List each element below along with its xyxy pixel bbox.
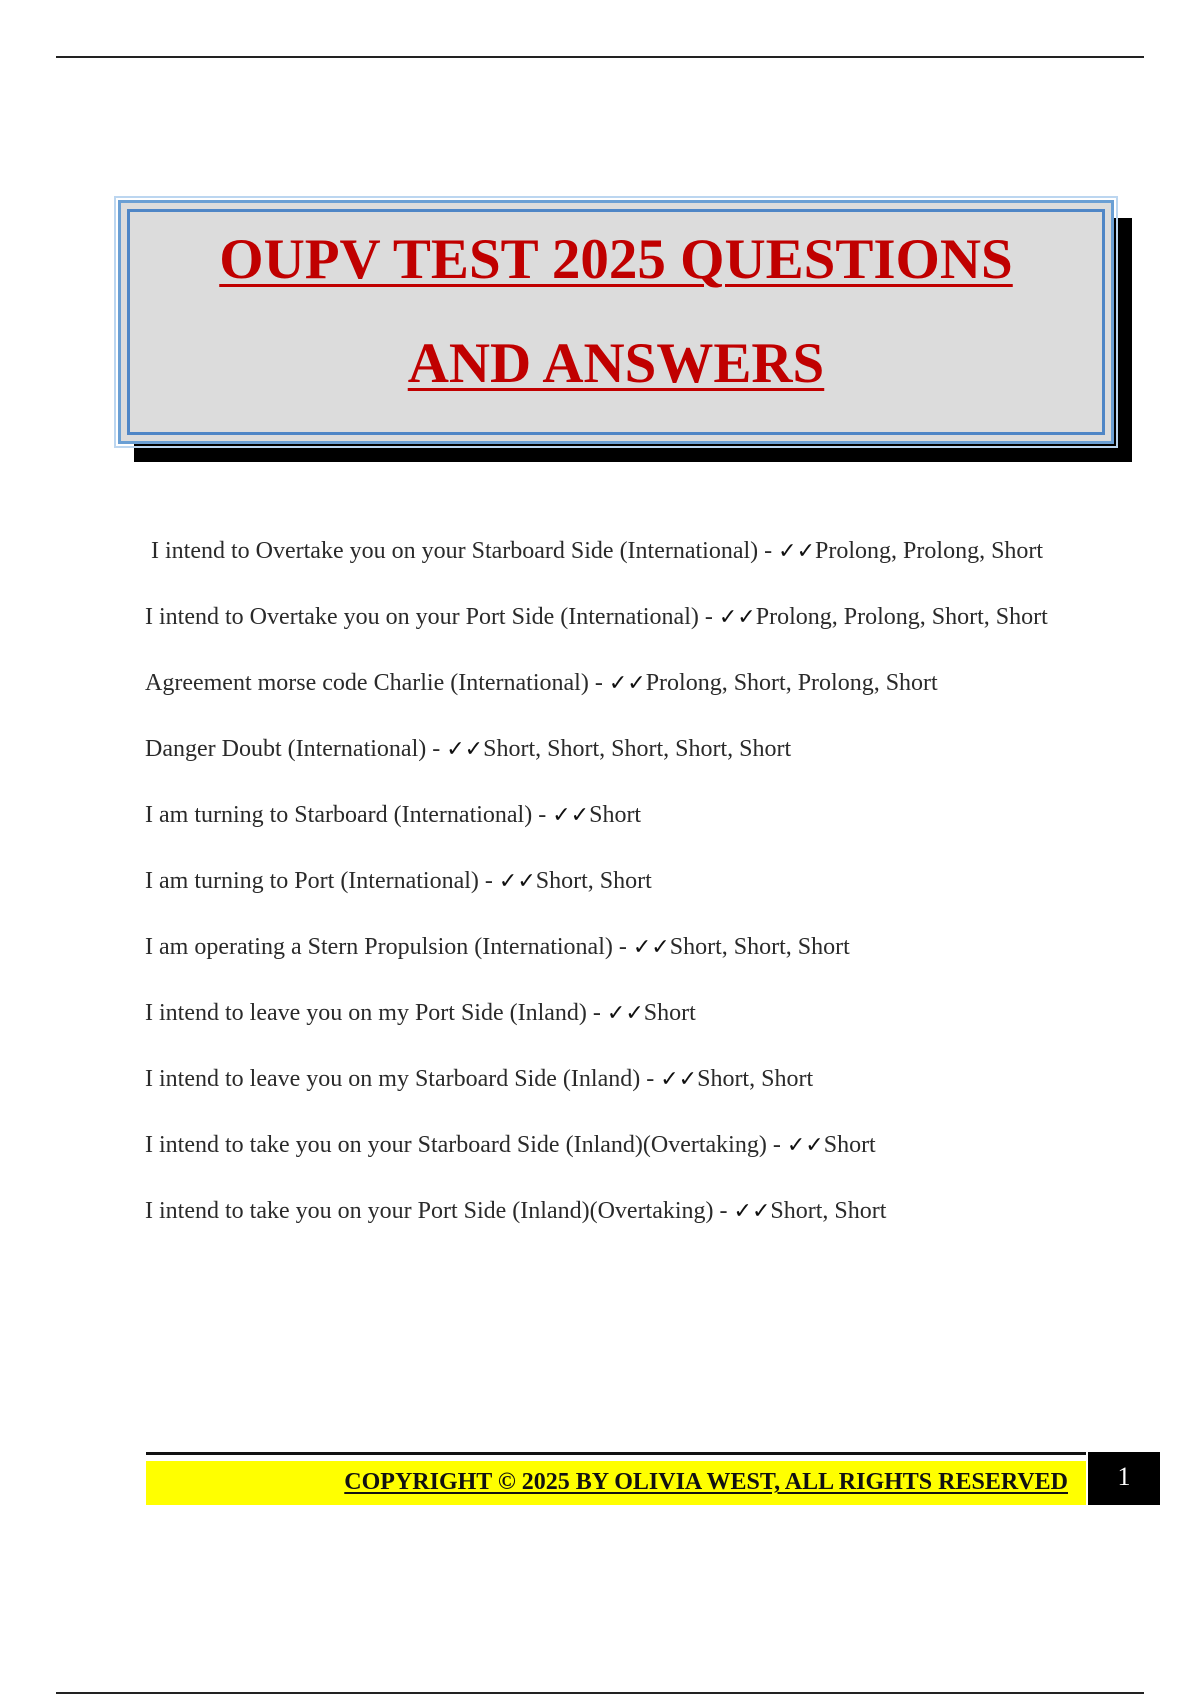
double-check-icon: ✓✓	[778, 539, 816, 564]
qa-item	[145, 1122, 1085, 1169]
double-check-icon: ✓✓	[552, 803, 590, 828]
answer-text: Short, Short, Short	[669, 934, 850, 960]
answer-text: Short, Short, Short, Short, Short	[483, 736, 792, 762]
qa-item	[145, 660, 1085, 707]
separator: -	[640, 1066, 661, 1092]
answer-text: Prolong, Short, Prolong, Short	[645, 670, 938, 696]
answer-text: Short, Short	[697, 1066, 814, 1092]
qa-item	[145, 594, 1085, 641]
question-text: I intend to leave you on my Starboard Side (Inland)	[145, 1066, 641, 1092]
separator: -	[532, 802, 553, 828]
double-check-icon: ✓✓	[786, 1133, 824, 1158]
question-text: I am turning to Port (International)	[145, 868, 479, 894]
title-line-1: OUPV TEST 2025 QUESTIONS	[219, 228, 1013, 291]
answer-text: Short, Short	[770, 1198, 887, 1224]
qa-item	[145, 528, 1085, 575]
page-number-box	[1088, 1452, 1160, 1505]
double-check-icon: ✓✓	[446, 737, 484, 762]
footer-page-rule	[56, 1692, 1144, 1694]
separator: -	[713, 1198, 734, 1224]
header-rule	[56, 56, 1144, 58]
title-box	[118, 200, 1114, 444]
double-check-icon: ✓✓	[718, 605, 756, 630]
separator: -	[588, 670, 609, 696]
answer-text: Short	[589, 802, 642, 828]
page-number: 1	[1117, 1462, 1131, 1491]
double-check-icon: ✓✓	[608, 671, 646, 696]
question-text: Agreement morse code Charlie (International)	[145, 670, 589, 696]
separator: -	[766, 1132, 787, 1158]
answer-text: Short	[643, 1000, 696, 1026]
double-check-icon: ✓✓	[632, 935, 670, 960]
answer-text: Prolong, Prolong, Short, Short	[755, 604, 1048, 630]
question-text: Danger Doubt (International)	[145, 736, 427, 762]
title-line-2: AND ANSWERS	[407, 332, 825, 395]
question-text: I am operating a Stern Propulsion (International)	[145, 934, 613, 960]
qa-item	[145, 1056, 1085, 1103]
qa-item	[145, 858, 1085, 905]
footer-highlight-bar	[146, 1461, 1086, 1505]
qa-item	[145, 1188, 1085, 1235]
qa-item	[145, 792, 1085, 839]
separator: -	[586, 1000, 607, 1026]
footer-rule	[146, 1452, 1086, 1455]
qa-item	[145, 924, 1085, 971]
question-text: I intend to Overtake you on your Port Side (International)	[145, 604, 699, 630]
double-check-icon: ✓✓	[660, 1067, 698, 1092]
answer-text: Prolong, Prolong, Short	[815, 538, 1044, 564]
separator: -	[698, 604, 719, 630]
question-text: I intend to take you on your Port Side (Inland)(Overtaking)	[145, 1198, 714, 1224]
copyright-notice: COPYRIGHT © 2025 BY OLIVIA WEST, ALL RIGHTS RESERVED	[344, 1469, 1068, 1495]
question-text: I intend to take you on your Starboard Side (Inland)(Overtaking)	[145, 1132, 767, 1158]
double-check-icon: ✓✓	[733, 1199, 771, 1224]
qa-list	[145, 528, 1085, 1254]
answer-text: Short	[823, 1132, 876, 1158]
double-check-icon: ✓✓	[498, 869, 536, 894]
separator: -	[612, 934, 633, 960]
qa-item	[145, 726, 1085, 773]
question-text: I am turning to Starboard (International)	[145, 802, 533, 828]
separator: -	[478, 868, 499, 894]
question-text: I intend to leave you on my Port Side (Inland)	[145, 1000, 587, 1026]
question-text: I intend to Overtake you on your Starboard Side (International)	[151, 538, 759, 564]
answer-text: Short, Short	[535, 868, 652, 894]
qa-item	[145, 990, 1085, 1037]
separator: -	[426, 736, 447, 762]
separator: -	[758, 538, 779, 564]
double-check-icon: ✓✓	[606, 1001, 644, 1026]
